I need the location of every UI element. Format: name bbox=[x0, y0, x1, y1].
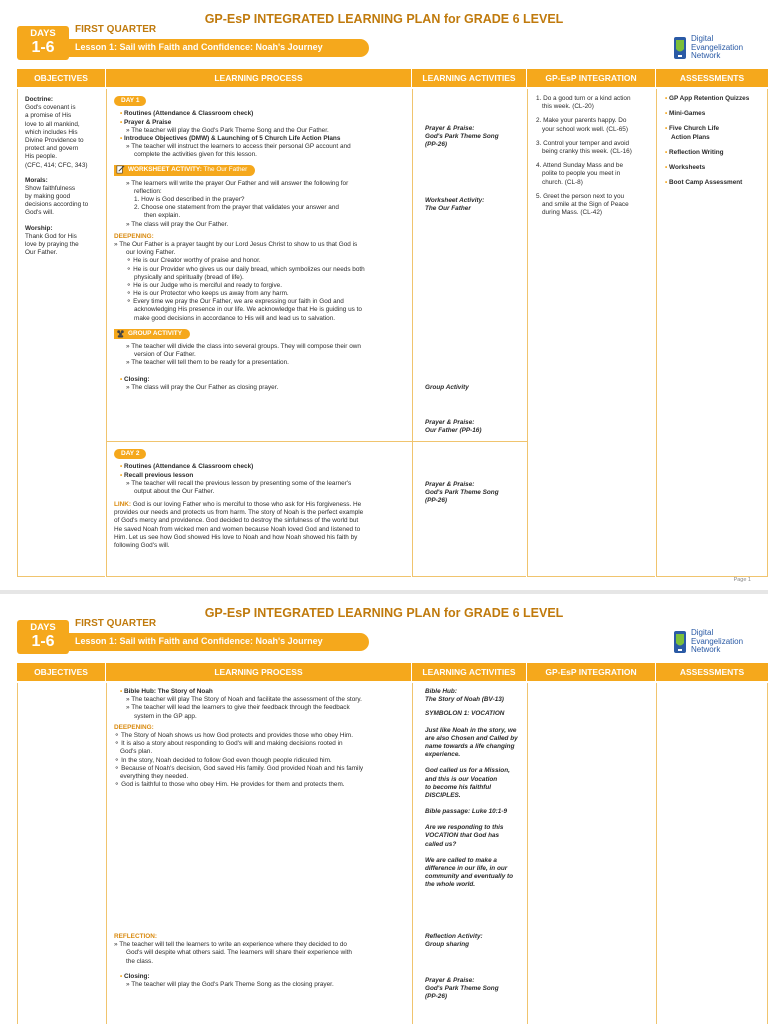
process-line: provides our needs and protects us from harm. The story of Noah is the perfect example bbox=[114, 509, 364, 517]
activity-prayer-praise: Prayer & Praise: God's Park Theme Song (PP-26) bbox=[425, 977, 499, 1001]
activity-worksheet: Worksheet Activity: The Our Father bbox=[425, 197, 485, 213]
process-line: of God's mercy and providence. God decided to destroy the sinfulness of the world but bbox=[114, 517, 359, 525]
process-line: 2. Choose one statement from the prayer that validates your answer and bbox=[134, 204, 339, 212]
link-paragraph: LINK: God is our loving Father who is merciful to those who ask for His forgiveness. He bbox=[114, 501, 362, 509]
activity-bible-hub: Bible Hub: The Story of Noah (BV-13) SYMBOLON 1: VOCATION Just like Noah in the story, we are also Chosen and Called by name towards a life changing experience. God called us for a Mission, and this is our Vocation to become his faithful DISCIPLES. Bible passage: Luke 10:1-9 Are we responding to this VOCATION that God has called us? We are called to make a difference in our life, in our community and eventually to the whole world. bbox=[425, 688, 525, 890]
learning-activities-column bbox=[412, 683, 526, 1024]
process-line: version of Our Father. bbox=[134, 351, 196, 359]
bible-passage: Bible passage: Luke 10:1-9 bbox=[425, 808, 508, 816]
activity-reflection: Reflection Activity: Group sharing bbox=[425, 933, 483, 949]
col-header-objectives: OBJECTIVES bbox=[17, 663, 105, 681]
process-line: ⚬ Because of Noah's decision, God saved His family. God provided Noah and his family bbox=[114, 764, 364, 772]
symbolon-line: Are we responding to this VOCATION that God has called us? bbox=[425, 824, 504, 848]
objective-line: protect and govern bbox=[25, 145, 79, 153]
days-badge bbox=[17, 620, 69, 654]
process-line: the class. bbox=[126, 957, 153, 965]
group-icon bbox=[116, 329, 125, 338]
assessments-column bbox=[656, 683, 768, 1024]
symbolon-line: We are called to make a difference in our life, in our community and eventually to the whole world. bbox=[425, 856, 514, 889]
col-header-integration: GP-EsP INTEGRATION bbox=[527, 663, 655, 681]
process-line: Him. Let us see how God showed His love to Noah and how Noah showed his faith by bbox=[114, 533, 358, 541]
objective-line: His people. bbox=[25, 153, 57, 161]
plan-table-1 bbox=[17, 69, 768, 577]
process-line: 1. How is God described in the prayer? bbox=[134, 196, 245, 203]
symbolon-label: SYMBOLON 1: VOCATION bbox=[425, 710, 505, 718]
page-2 bbox=[0, 594, 768, 1024]
assessment-item: • Five Church Life Action Plans bbox=[665, 125, 720, 141]
deepening-label: DEEPENING: bbox=[114, 232, 154, 240]
page-title: GP-EsP INTEGRATED LEARNING PLAN for GRADE 6 LEVEL bbox=[204, 12, 564, 26]
col-header-learning-process: LEARNING PROCESS bbox=[106, 69, 411, 87]
process-line: » The Our Father is a prayer taught by our Lord Jesus Christ to show to us that God is bbox=[114, 240, 358, 248]
process-line: ⚬ He is our Provider who gives us our daily bread, which symbolizes our needs both bbox=[126, 265, 365, 273]
worship-label: Worship: bbox=[25, 224, 53, 232]
integration-item: 4. Attend Sunday Mass and be polite to people you meet in church. (CL-8) bbox=[536, 162, 624, 186]
assessment-list bbox=[665, 95, 767, 187]
col-header-learning-activities: LEARNING ACTIVITIES bbox=[412, 663, 526, 681]
process-line: » The teacher will play The Story of Noah and facilitate the assessment of the story. bbox=[126, 696, 362, 704]
plan-table-2 bbox=[17, 663, 768, 1023]
closing-item: • Closing: bbox=[120, 375, 150, 383]
process-line: » The teacher will tell the learners to write an experience where they decided to do bbox=[114, 941, 347, 949]
objective-line: a promise of His bbox=[25, 112, 72, 120]
process-line: » The class will pray the Our Father. bbox=[126, 220, 229, 228]
learning-process-column bbox=[106, 89, 411, 577]
process-line: acknowledging His presence in our life. We acknowledge that He is guiding us to bbox=[134, 306, 362, 314]
process-line: physically and spiritually (bread of life). bbox=[134, 273, 244, 281]
closing-item: • Closing: bbox=[120, 972, 150, 980]
den-logo-icon bbox=[672, 36, 688, 60]
process-line: system in the GP app. bbox=[134, 712, 197, 720]
symbolon-line: God called us for a Mission, and this is our Vocation to become his faithful DISCIPLES. bbox=[425, 767, 510, 799]
process-line: » The learners will write the prayer Our Father and will answer the following for bbox=[126, 179, 349, 187]
assessment-item: • Worksheets bbox=[665, 163, 706, 171]
doctrine-label: Doctrine: bbox=[25, 96, 54, 103]
integration-item: 2. Make your parents happy. Do your school work well. (CL-65) bbox=[536, 117, 628, 133]
objective-line: (CFC, 414; CFC, 343) bbox=[25, 161, 88, 169]
activity-group: Group Activity bbox=[425, 384, 469, 391]
process-line: complete the activities given for this lesson. bbox=[134, 151, 257, 159]
process-line: ⚬ He is our Protector who keeps us away from any harm. bbox=[126, 290, 289, 298]
process-line: » The teacher will play the God's Park Theme Song and the Our Father. bbox=[126, 126, 329, 134]
integration-column bbox=[527, 683, 655, 1024]
objective-line: which includes His bbox=[25, 128, 78, 136]
learning-process-column bbox=[106, 683, 411, 1024]
objective-line: God's will. bbox=[25, 209, 54, 217]
objective-line: Show faithfulness bbox=[25, 184, 76, 192]
assessment-item: • Boot Camp Assessment bbox=[665, 179, 743, 187]
deepening-label: DEEPENING: bbox=[114, 723, 154, 731]
quarter-label: FIRST QUARTER bbox=[75, 24, 157, 35]
objective-line: Divine Providence to bbox=[25, 136, 84, 144]
process-line: ⚬ The Story of Noah shows us how God protects and provides those who obey Him. bbox=[114, 731, 353, 739]
activity-our-father: Prayer & Praise: Our Father (PP-16) bbox=[425, 419, 482, 435]
logo-line-1: Digital bbox=[691, 628, 714, 637]
col-header-learning-process: LEARNING PROCESS bbox=[106, 663, 411, 681]
den-logo-icon bbox=[672, 630, 688, 654]
page-title: GP-EsP INTEGRATED LEARNING PLAN for GRADE 6 LEVEL bbox=[204, 606, 564, 620]
days-range: 1-6 bbox=[31, 39, 55, 57]
process-line: ⚬ It is also a story about responding to God's will and making decisions rooted in bbox=[114, 740, 343, 748]
bible-hub-block bbox=[114, 688, 409, 789]
integration-item: 5. Greet the person next to you and smile at the Sign of Peace during Mass. (CL-42) bbox=[536, 192, 629, 217]
routines-item: • Routines (Attendance & Classroom check) bbox=[120, 110, 254, 118]
symbolon-line: Just like Noah in the story, we are also Chosen and Called by name towards a life changing experience. bbox=[425, 726, 518, 759]
process-line: ⚬ He is our Judge who is merciful and ready to forgive. bbox=[126, 281, 282, 289]
group-activity-tag: GROUP ACTIVITY bbox=[114, 329, 409, 339]
process-line: reflection: bbox=[134, 187, 162, 195]
objectives-column bbox=[17, 89, 105, 577]
routines-item: • Routines (Attendance & Classroom check) bbox=[120, 463, 254, 471]
col-header-assessments: ASSESSMENTS bbox=[656, 663, 768, 681]
objective-line: by making good bbox=[25, 193, 71, 201]
reflection-block bbox=[114, 933, 409, 989]
objective-line: decisions according to bbox=[25, 201, 89, 209]
prayer-praise-item: • Prayer & Praise bbox=[120, 118, 172, 126]
days-label: DAYS bbox=[30, 622, 56, 633]
morals-label: Morals: bbox=[25, 176, 48, 184]
reflection-label: REFLECTION: bbox=[114, 933, 157, 940]
den-logo bbox=[672, 34, 762, 64]
process-line: everything they needed. bbox=[120, 772, 189, 780]
col-header-integration: GP-EsP INTEGRATION bbox=[527, 69, 655, 87]
process-line: God's plan. bbox=[120, 748, 153, 756]
objective-line: Thank God for His bbox=[25, 232, 77, 240]
process-line: » The class will pray the Our Father as closing prayer. bbox=[126, 383, 279, 391]
logo-line-2: Evangelization bbox=[691, 42, 744, 52]
objectives-column bbox=[17, 683, 105, 1024]
assessment-item: • Reflection Writing bbox=[665, 148, 724, 156]
process-line: » The teacher will recall the previous lesson by presenting some of the learner's bbox=[126, 479, 352, 487]
col-header-objectives: OBJECTIVES bbox=[17, 69, 105, 87]
process-line: following God's will. bbox=[114, 542, 170, 549]
activity-prayer-praise-2: Prayer & Praise: God's Park Theme Song (PP-26) bbox=[425, 481, 499, 505]
lesson-title: Lesson 1: Sail with Faith and Confidence: Noah's Journey bbox=[69, 633, 369, 651]
objective-line: love to all mankind, bbox=[25, 120, 80, 128]
learning-activities-column bbox=[412, 89, 526, 577]
day2-pill: DAY 2 bbox=[114, 449, 146, 459]
col-header-learning-activities: LEARNING ACTIVITIES bbox=[412, 69, 526, 87]
integration-item: 3. Control your temper and avoid being cranky this week. (CL-16) bbox=[536, 139, 632, 155]
integration-list bbox=[536, 95, 654, 217]
process-line: » The teacher will tell them to be ready for a presentation. bbox=[126, 359, 289, 367]
process-line: » The teacher will play the God's Park Theme Song as the closing prayer. bbox=[126, 980, 334, 988]
day1-block bbox=[114, 96, 409, 392]
logo-line-2: Evangelization bbox=[691, 636, 744, 646]
den-logo bbox=[672, 628, 762, 658]
integration-item: 1. Do a good turn or a kind action this week. (CL-20) bbox=[536, 95, 631, 111]
process-line: God's will despite what others said. The learners will share their experience with bbox=[126, 949, 352, 957]
quarter-label: FIRST QUARTER bbox=[75, 618, 157, 629]
day2-block bbox=[114, 449, 409, 550]
process-line: ⚬ He is our Creator worthy of praise and honor. bbox=[126, 257, 261, 265]
integration-column bbox=[527, 89, 655, 577]
logo-line-3: Network bbox=[691, 51, 721, 60]
lesson-title: Lesson 1: Sail with Faith and Confidence: Noah's Journey bbox=[69, 39, 369, 57]
objective-line: love by praying the bbox=[25, 241, 79, 248]
days-badge bbox=[17, 26, 69, 60]
process-line: then explain. bbox=[144, 212, 181, 220]
objective-line: God's covenant is bbox=[25, 104, 76, 112]
process-line: » The teacher will divide the class into several groups. They will compose their own bbox=[126, 343, 361, 350]
process-line: ⚬ Every time we pray the Our Father, we are expressing our faith in God and bbox=[126, 298, 344, 306]
logo-line-3: Network bbox=[691, 645, 721, 654]
process-line: our loving Father. bbox=[126, 249, 176, 257]
col-header-assessments: ASSESSMENTS bbox=[656, 69, 768, 87]
worksheet-tag: WORKSHEET ACTIVITY: The Our Father bbox=[114, 165, 409, 175]
assessment-item: • Mini-Games bbox=[665, 110, 706, 118]
objectives-text bbox=[25, 96, 105, 257]
assessment-item: • GP App Retention Quizzes bbox=[665, 95, 750, 102]
days-label: DAYS bbox=[30, 28, 56, 39]
logo-line-1: Digital bbox=[691, 34, 714, 43]
assessments-column bbox=[656, 89, 768, 577]
page-number: Page 1 bbox=[733, 577, 751, 583]
process-line: make good decisions in accordance to His will and lead us to salvation. bbox=[134, 314, 336, 322]
process-line: » The teacher will instruct the learners to access their personal GP account and bbox=[126, 143, 351, 151]
bible-hub-item: • Bible Hub: The Story of Noah bbox=[120, 688, 213, 695]
day1-pill: DAY 1 bbox=[114, 96, 146, 106]
process-line: output about the Our Father. bbox=[134, 487, 215, 495]
process-line: ⚬ In the story, Noah decided to follow God even though people ridiculed him. bbox=[114, 756, 332, 764]
process-line: He saved Noah from wicked men and women because Noah loved God and listened to bbox=[114, 525, 361, 533]
activity-prayer-praise: Prayer & Praise: God's Park Theme Song (PP-26) bbox=[425, 125, 499, 149]
intro-objectives-item: • Introduce Objectives (DMW) & Launching of 5 Church Life Action Plans bbox=[120, 134, 341, 142]
days-range: 1-6 bbox=[31, 633, 55, 651]
process-line: » The teacher will lead the learners to give their feedback through the feedback bbox=[126, 704, 350, 712]
process-line: ⚬ God is faithful to those who obey Him. He provides for them and protects them. bbox=[114, 781, 345, 789]
objective-line: Our Father. bbox=[25, 249, 58, 257]
recall-item: • Recall previous lesson bbox=[120, 471, 194, 479]
pencil-paper-icon bbox=[116, 165, 125, 174]
